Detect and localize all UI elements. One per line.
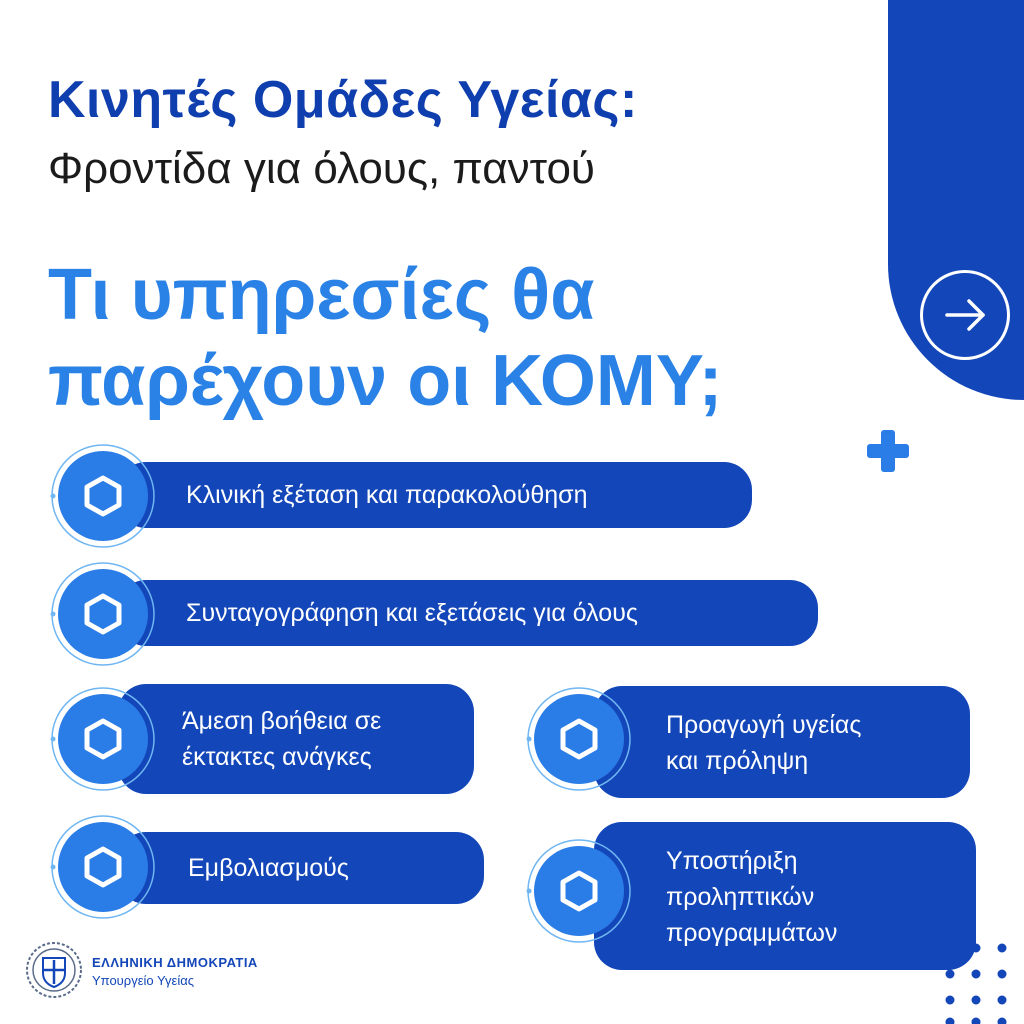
greek-emblem-icon — [24, 940, 84, 1000]
service-label-line-1: Προαγωγή υγείας — [666, 711, 862, 739]
medical-cross-icon — [865, 428, 911, 474]
page-subtitle: Φροντίδα για όλους, παντού — [48, 144, 595, 193]
arrow-right-icon — [923, 273, 1007, 357]
hexagon-icon — [50, 686, 156, 792]
decorative-dots — [936, 936, 1024, 1024]
question-line-2: παρέχουν οι ΚΟΜΥ; — [48, 341, 723, 421]
service-label-line-1: Άμεση βοήθεια σε — [182, 707, 382, 735]
service-label: Συνταγογράφηση και εξετάσεις για όλους — [186, 599, 638, 627]
page-title: Κινητές Ομάδες Υγείας: — [48, 71, 638, 129]
next-button[interactable] — [920, 270, 1010, 360]
hexagon-icon — [526, 686, 632, 792]
service-label-line-2: προληπτικών — [666, 883, 815, 911]
service-item-prescriptions — [118, 580, 818, 646]
service-label-line-2: και πρόληψη — [666, 747, 809, 775]
service-item-vaccinations — [118, 832, 484, 904]
service-item-emergency-help — [118, 684, 474, 794]
hexagon-icon — [50, 561, 156, 667]
service-item-prevention-programs — [594, 822, 976, 970]
service-label: Κλινική εξέταση και παρακολούθηση — [186, 481, 588, 509]
service-label-line-2: έκτακτες ανάγκες — [182, 743, 372, 771]
service-item-health-promotion — [594, 686, 970, 798]
service-label-line-3: προγραμμάτων — [666, 919, 838, 947]
question-line-1: Τι υπηρεσίες θα — [48, 255, 595, 335]
question-heading — [48, 252, 723, 424]
service-label: Εμβολιασμούς — [188, 854, 349, 882]
government-name: ΕΛΛΗΝΙΚΗ ΔΗΜΟΚΡΑΤΙΑ — [92, 955, 258, 970]
service-label-line-1: Υποστήριξη — [666, 847, 798, 875]
hexagon-icon — [526, 838, 632, 944]
hexagon-icon — [50, 814, 156, 920]
ministry-name: Υπουργείο Υγείας — [92, 973, 194, 988]
hexagon-icon — [50, 443, 156, 549]
service-item-clinical-exam — [118, 462, 752, 528]
